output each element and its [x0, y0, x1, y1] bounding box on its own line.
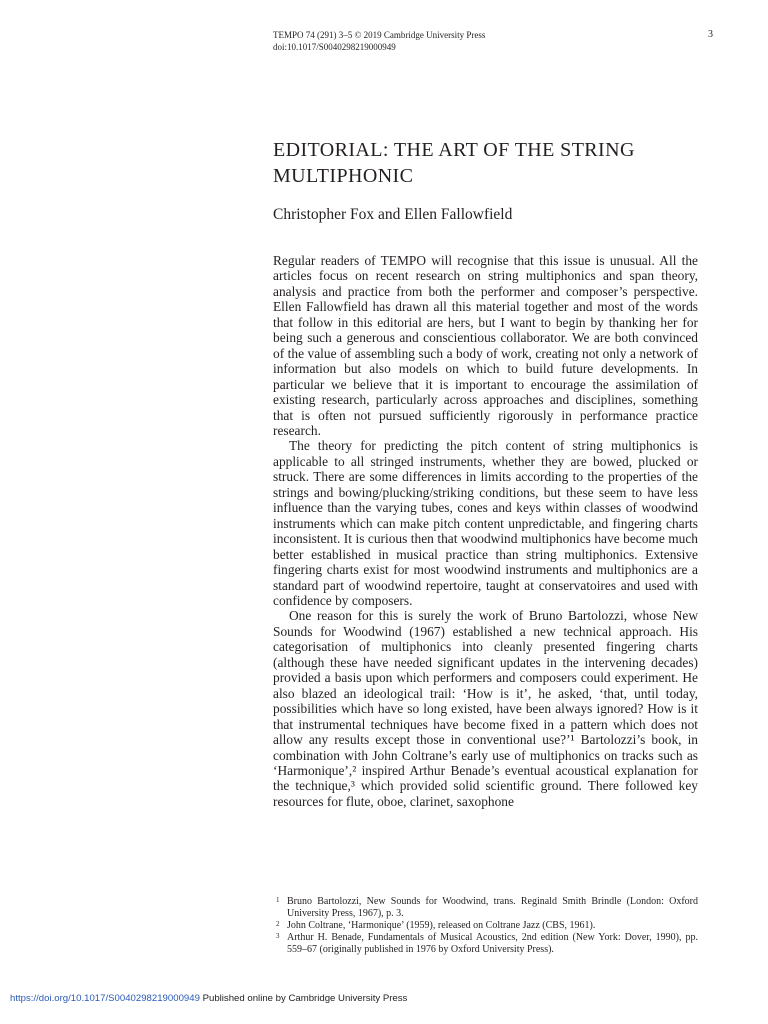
- paragraph-2: The theory for predicting the pitch content of string multiphonics is applicable to all stringed instruments, whether they are bowed, plucked or struck. There are some differences in limits according to the properties of the strings and bowing/plucking/striking conditions, but these seem to have less influence than the varying tubes, cones and keys within classes of woodwind instruments which can make pitch content unpredictable, and fingering charts inconsistent. It is curious then that woodwind multiphonics have become much better established in musical practice than string multiphonics. Extensive fingering charts exist for most woodwind instruments and multiphonics are a standard part of woodwind repertoire, taught at conservatoires and used with confidence by composers.: [273, 438, 698, 608]
- footnote-2-number: 2: [276, 920, 280, 928]
- article-title: [273, 137, 713, 189]
- footnote-3-number: 3: [276, 932, 280, 940]
- article-authors: Christopher Fox and Ellen Fallowfield: [273, 206, 513, 223]
- footnote-3: [276, 932, 698, 956]
- running-header: [273, 29, 713, 53]
- article-body: [273, 253, 698, 809]
- footnotes: [276, 896, 698, 956]
- article-title-line-1: EDITORIAL: THE ART OF THE STRING: [273, 139, 635, 161]
- footnote-3-text: Arthur H. Benade, Fundamentals of Musical Acoustics, 2nd edition (New York: Dover, 1990), pp. 559–67 (originally published in 1976 by Oxford University Press).: [287, 932, 698, 955]
- footnote-2-text: John Coltrane, ‘Harmonique’ (1959), released on Coltrane Jazz (CBS, 1961).: [287, 920, 596, 931]
- page-number: 3: [708, 29, 713, 40]
- article-title-line-2: MULTIPHONIC: [273, 165, 414, 187]
- footnote-1-number: 1: [276, 896, 280, 904]
- footnote-1: [276, 896, 698, 920]
- article-doi: doi:10.1017/S0040298219000949: [273, 42, 396, 52]
- paragraph-1: Regular readers of TEMPO will recognise that this issue is unusual. All the articles focus on recent research on string multiphonics and span theory, analysis and practice from both the performer and composer’s perspective. Ellen Fallowfield has drawn all this material together and most of the words that follow in this editorial are hers, but I want to begin by thanking her for being such a generous and conscientious collaborator. We are both convinced of the value of assembling such a body of work, creating not only a network of information but also models on which to build future developments. In particular we believe that it is important to encourage the assimilation of existing research, particularly across approaches and disciplines, something that is often not pursued sufficiently rigorously in performance practice research.: [273, 253, 698, 438]
- published-online-text: Published online by Cambridge University Press: [199, 993, 408, 1004]
- footnote-1-text: Bruno Bartolozzi, New Sounds for Woodwind, trans. Reginald Smith Brindle (London: Oxford University Press, 1967), p. 3.: [287, 896, 698, 919]
- footnote-2: [276, 920, 698, 932]
- paragraph-3: One reason for this is surely the work of Bruno Bartolozzi, whose New Sounds for Woodwind (1967) established a new technical approach. His categorisation of multiphonics into cleanly presented fingering charts (although these have needed significant updates in the intervening decades) provided a basis upon which performers and composers could experiment. He also blazed an ideological trail: ‘How is it’, he asked, ‘that, until today, possibilities which have so long existed, have been always ignored? How is it that instrumental techniques have become fixed in a pattern which does not allow any results except those in conventional use?’¹ Bartolozzi’s book, in combination with John Coltrane’s early use of multiphonics on tracks such as ‘Harmonique’,² inspired Arthur Benade’s eventual acoustical explanation for the technique,³ which provided solid scientific ground. There followed key resources for flute, oboe, clarinet, saxophone: [273, 608, 698, 809]
- page-footer: [10, 993, 407, 1004]
- doi-link[interactable]: https://doi.org/10.1017/S0040298219000949: [10, 993, 200, 1004]
- journal-citation: TEMPO 74 (291) 3–5 © 2019 Cambridge University Press: [273, 30, 486, 40]
